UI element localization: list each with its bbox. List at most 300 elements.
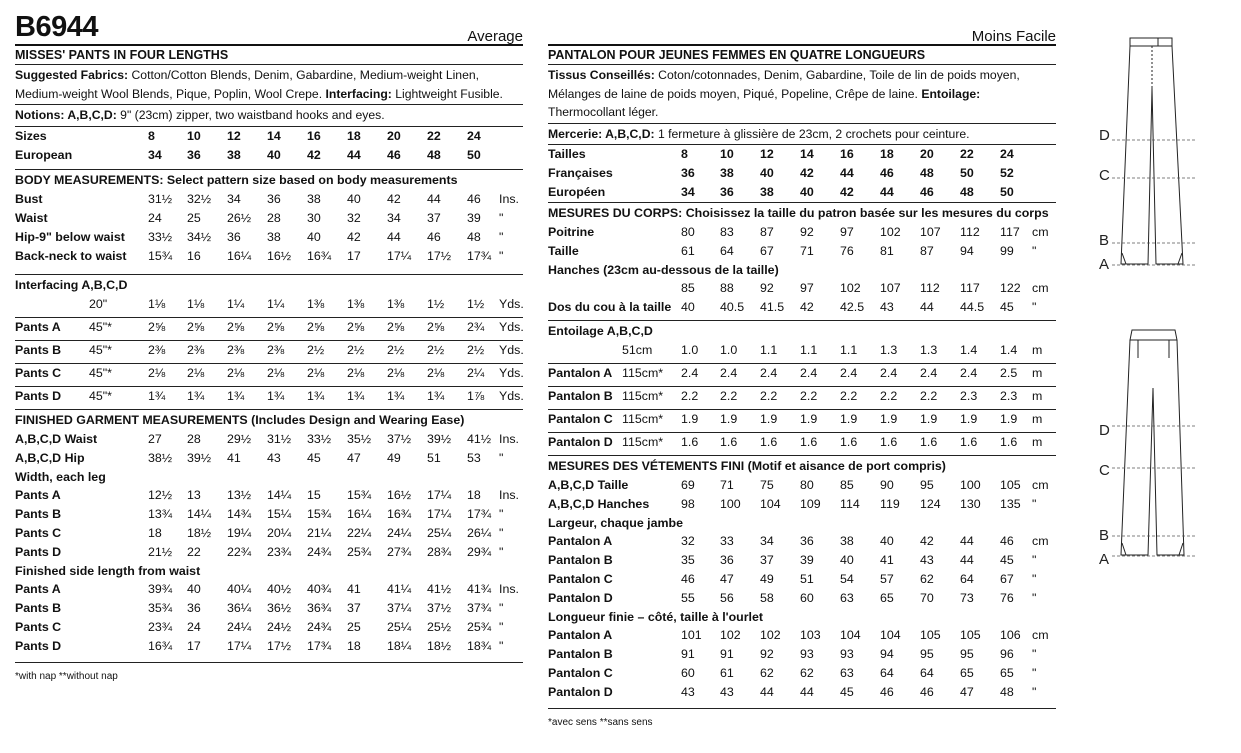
table-cell: 13½ — [227, 487, 252, 502]
row-label: Bust — [15, 191, 43, 206]
unit-label: m — [1032, 412, 1043, 426]
table-cell: 1⅜ — [307, 296, 325, 311]
table-cell: 38 — [720, 166, 734, 180]
table-cell: 25¾ — [467, 619, 492, 634]
table-cell: 35 — [681, 553, 695, 567]
table-cell: 1¾ — [307, 388, 325, 403]
table-cell: 15¾ — [307, 506, 332, 521]
table-cell: 38 — [760, 185, 774, 199]
table-row — [15, 618, 523, 637]
table-cell: 2.4 — [720, 366, 738, 380]
row-label: Pants D — [15, 388, 62, 403]
unit-label: cm — [1032, 478, 1049, 492]
table-row — [548, 387, 1056, 410]
table-cell: 22 — [427, 128, 441, 143]
table-cell: 14 — [800, 147, 814, 161]
table-cell: 44 — [960, 553, 974, 567]
table-cell: 48 — [467, 229, 481, 244]
table-cell: 1.0 — [720, 343, 738, 357]
row-label: Pantalon D — [548, 685, 613, 699]
table-cell: 36½ — [267, 600, 292, 615]
row-label: Back-neck to waist — [15, 248, 127, 263]
unit-label: " — [499, 210, 504, 225]
unit-label: Ins. — [499, 431, 519, 446]
table-cell: 39¾ — [148, 581, 173, 596]
fabric-width: 45"* — [89, 319, 113, 334]
finished-heading: FINISHED GARMENT MEASUREMENTS (Includes Design and Wearing Ease) — [15, 412, 465, 427]
table-row — [548, 626, 1056, 645]
table-cell: 36 — [187, 147, 201, 162]
table-cell: 34 — [681, 185, 695, 199]
row-label: A,B,C,D Hip — [15, 450, 85, 465]
table-cell: 16¾ — [148, 638, 173, 653]
table-cell: 1.3 — [880, 343, 898, 357]
table-cell: 31½ — [148, 191, 173, 206]
table-cell: 2⅝ — [427, 319, 445, 334]
table-cell: 101 — [681, 628, 702, 642]
table-row — [548, 341, 1056, 364]
table-cell: 34 — [387, 210, 401, 225]
table-cell: 28 — [187, 431, 201, 446]
table-row — [548, 364, 1056, 387]
unit-label: " — [1032, 647, 1037, 661]
table-cell: 33 — [720, 534, 734, 548]
length-table-fr — [548, 626, 1056, 702]
table-cell: 40 — [760, 166, 774, 180]
table-cell: 34 — [227, 191, 241, 206]
fabric-width: 51cm — [622, 343, 653, 357]
table-cell: 1⅜ — [387, 296, 405, 311]
table-cell: 37 — [760, 553, 774, 567]
table-cell: 1.0 — [681, 343, 699, 357]
suggested-fabrics-fr: Tissus Conseillés: Coton/cotonnades, Denim, Gabardine, Toile de lin de poids moyen, Mélanges de laine de poids moyen, Piqué, Popeline, Crêpe de laine. Entoilage: Thermocollant léger. — [548, 68, 1020, 119]
pattern-title-fr: PANTALON POUR JEUNES FEMMES EN QUATRE LONGUEURS — [548, 48, 926, 62]
table-cell: 15¼ — [267, 506, 292, 521]
table-row — [548, 589, 1056, 608]
table-cell: 24¼ — [227, 619, 252, 634]
table-cell: 44 — [800, 685, 814, 699]
sizes-table-fr — [548, 145, 1056, 202]
unit-label: cm — [1032, 628, 1049, 642]
table-cell: 41¼ — [387, 581, 412, 596]
table-cell: 49 — [387, 450, 401, 465]
front-marker-d: D — [1099, 127, 1110, 144]
table-cell: 2⅛ — [227, 365, 245, 380]
table-cell: 90 — [880, 478, 894, 492]
table-cell: 2¾ — [467, 319, 485, 334]
table-cell: 18 — [347, 128, 361, 143]
table-cell: 65 — [1000, 666, 1014, 680]
table-row — [15, 146, 523, 165]
row-label: Européen — [548, 185, 606, 199]
table-cell: 18½ — [187, 525, 212, 540]
unit-label: Yds. — [499, 365, 524, 380]
front-marker-b: B — [1099, 232, 1110, 249]
unit-label: " — [499, 506, 504, 521]
table-cell: 117 — [1000, 225, 1020, 239]
unit-label: Yds. — [499, 342, 524, 357]
table-cell: 2⅝ — [307, 319, 325, 334]
table-cell: 2⅝ — [267, 319, 285, 334]
table-cell: 48 — [427, 147, 441, 162]
table-cell: 40 — [880, 534, 894, 548]
table-cell: 58 — [760, 591, 774, 605]
table-row — [548, 242, 1056, 261]
table-cell: 1.9 — [760, 412, 778, 426]
table-cell: 122 — [1000, 281, 1021, 295]
table-cell: 1⅜ — [347, 296, 365, 311]
table-cell: 95 — [960, 647, 974, 661]
table-cell: 114 — [840, 497, 860, 511]
table-cell: 37 — [347, 600, 361, 615]
table-cell: 48 — [1000, 685, 1014, 699]
row-label: Pants D — [15, 638, 62, 653]
table-cell: 2.2 — [840, 389, 858, 403]
table-cell: 15¾ — [148, 248, 173, 263]
table-cell: 61 — [681, 244, 695, 258]
table-cell: 27¾ — [387, 544, 412, 559]
table-cell: 1¼ — [227, 296, 245, 311]
table-cell: 18 — [347, 638, 361, 653]
table-cell: 36¾ — [307, 600, 332, 615]
table-cell: 53 — [467, 450, 481, 465]
table-cell: 102 — [720, 628, 741, 642]
table-cell: 105 — [1000, 478, 1021, 492]
table-row — [15, 599, 523, 618]
table-cell: 1¾ — [347, 388, 365, 403]
table-cell: 39½ — [427, 431, 452, 446]
unit-label: " — [1032, 244, 1037, 258]
table-cell: 47 — [347, 450, 361, 465]
table-cell: 14¼ — [267, 487, 292, 502]
table-cell: 2⅜ — [267, 342, 285, 357]
table-cell: 2⅜ — [187, 342, 205, 357]
table-cell: 39½ — [187, 450, 212, 465]
unit-label: " — [499, 619, 504, 634]
table-cell: 62 — [920, 572, 934, 586]
table-cell: 42 — [800, 300, 814, 314]
row-label: Pants A — [15, 581, 61, 596]
back-marker-c: C — [1099, 462, 1110, 479]
table-cell: 2⅛ — [347, 365, 365, 380]
table-cell: 12 — [227, 128, 241, 143]
row-label: Pantalon A — [548, 628, 613, 642]
table-row — [548, 476, 1056, 495]
table-cell: 1¾ — [227, 388, 245, 403]
body-measurements-table-fr — [548, 223, 1056, 261]
table-row — [15, 127, 523, 146]
row-label: Pantalon B — [548, 553, 613, 567]
table-cell: 106 — [1000, 628, 1021, 642]
row-label: Pants A — [15, 487, 61, 502]
table-cell: 20 — [387, 128, 401, 143]
back-marker-b: B — [1099, 527, 1110, 544]
table-cell: 8 — [681, 147, 688, 161]
width-table — [15, 486, 523, 562]
width-table-fr — [548, 532, 1056, 608]
back-length-lines — [1112, 426, 1195, 556]
unit-label: " — [499, 600, 504, 615]
table-cell: 102 — [880, 225, 901, 239]
table-cell: 46 — [387, 147, 401, 162]
difficulty-level: Average — [467, 28, 523, 45]
table-cell: 36 — [267, 191, 281, 206]
table-cell: 37 — [427, 210, 441, 225]
table-row — [548, 279, 1056, 298]
row-label: Dos du cou à la taille — [548, 300, 672, 314]
unit-label: cm — [1032, 281, 1049, 295]
table-cell: 2⅛ — [267, 365, 285, 380]
table-cell: 8 — [148, 128, 155, 143]
table-cell: 17¾ — [307, 638, 332, 653]
table-cell: 124 — [920, 497, 941, 511]
fabric-width: 20" — [89, 296, 108, 311]
row-label: A,B,C,D Taille — [548, 478, 629, 492]
table-cell: 1.1 — [800, 343, 818, 357]
table-cell: 31½ — [267, 431, 292, 446]
row-label: Pantalon C — [548, 572, 613, 586]
table-cell: 112 — [920, 281, 940, 295]
table-cell: 54 — [840, 572, 854, 586]
fabric-width: 45"* — [89, 365, 113, 380]
table-cell: 61 — [720, 666, 734, 680]
table-cell: 1.3 — [920, 343, 938, 357]
table-cell: 24¾ — [307, 619, 332, 634]
table-cell: 1.9 — [1000, 412, 1018, 426]
table-cell: 1½ — [427, 296, 445, 311]
table-cell: 80 — [800, 478, 814, 492]
table-cell: 34½ — [187, 229, 212, 244]
table-cell: 36 — [227, 229, 241, 244]
table-cell: 40 — [800, 185, 814, 199]
table-cell: 24 — [187, 619, 201, 634]
table-cell: 1.6 — [720, 435, 738, 449]
table-cell: 1.9 — [720, 412, 738, 426]
row-label: Pants A — [15, 319, 61, 334]
finished-table-fr — [548, 476, 1056, 514]
table-cell: 18 — [467, 487, 481, 502]
table-cell: 17½ — [267, 638, 292, 653]
table-cell: 94 — [880, 647, 894, 661]
unit-label: m — [1032, 343, 1043, 357]
table-cell: 2.2 — [880, 389, 898, 403]
table-row — [548, 183, 1056, 202]
table-row — [548, 164, 1056, 183]
row-label: Pantalon C — [548, 412, 613, 426]
table-cell: 41 — [880, 553, 894, 567]
pants-back-view — [1121, 330, 1184, 555]
table-cell: 41½ — [427, 581, 452, 596]
table-cell: 40 — [267, 147, 281, 162]
table-cell: 2.4 — [920, 366, 938, 380]
table-cell: 45 — [1000, 300, 1014, 314]
unit-label: cm — [1032, 534, 1049, 548]
table-cell: 81 — [880, 244, 894, 258]
table-row — [548, 645, 1056, 664]
row-label: Pantalon D — [548, 591, 613, 605]
table-cell: 112 — [960, 225, 980, 239]
table-cell: 14¼ — [187, 506, 212, 521]
table-cell: 2⅝ — [347, 319, 365, 334]
table-cell: 92 — [760, 281, 774, 295]
table-cell: 2⅝ — [187, 319, 205, 334]
table-cell: 1.6 — [840, 435, 858, 449]
table-cell: 1¾ — [387, 388, 405, 403]
table-cell: 39 — [800, 553, 814, 567]
table-cell: 16 — [187, 248, 201, 263]
table-cell: 2½ — [387, 342, 405, 357]
table-cell: 10 — [720, 147, 734, 161]
row-label: Tailles — [548, 147, 586, 161]
table-cell: 105 — [920, 628, 941, 642]
pants-front-view — [1121, 38, 1183, 264]
table-cell: 85 — [681, 281, 695, 295]
table-cell: 16¼ — [347, 506, 372, 521]
table-cell: 2.4 — [960, 366, 978, 380]
table-cell: 21½ — [148, 544, 173, 559]
table-cell: 10 — [187, 128, 201, 143]
table-row — [15, 190, 523, 209]
table-cell: 83 — [720, 225, 734, 239]
width-heading-fr: Largeur, chaque jambe — [548, 516, 683, 530]
table-cell: 36¼ — [227, 600, 252, 615]
table-cell: 24 — [1000, 147, 1014, 161]
body-measurements-heading: BODY MEASUREMENTS: Select pattern size based on body measurements — [15, 172, 458, 187]
table-cell: 12½ — [148, 487, 173, 502]
table-cell: 1.9 — [800, 412, 818, 426]
table-cell: 80 — [681, 225, 695, 239]
table-cell: 2⅜ — [148, 342, 166, 357]
table-cell: 17¾ — [467, 248, 492, 263]
table-cell: 38 — [307, 191, 321, 206]
table-cell: 46 — [920, 185, 934, 199]
unit-label: " — [1032, 553, 1037, 567]
table-cell: 19¼ — [227, 525, 252, 540]
table-cell: 14¾ — [227, 506, 252, 521]
table-cell: 16½ — [387, 487, 412, 502]
row-label: Taille — [548, 244, 579, 258]
table-cell: 2.2 — [920, 389, 938, 403]
table-cell: 46 — [1000, 534, 1014, 548]
table-cell: 1.6 — [1000, 435, 1018, 449]
row-label: Pants C — [15, 619, 62, 634]
table-cell: 102 — [760, 628, 781, 642]
table-cell: 22 — [960, 147, 974, 161]
table-row — [548, 433, 1056, 456]
back-marker-d: D — [1099, 422, 1110, 439]
table-cell: 40 — [347, 191, 361, 206]
table-cell: 17½ — [427, 248, 452, 263]
table-cell: 13¾ — [148, 506, 173, 521]
row-label: Waist — [15, 210, 48, 225]
unit-label: Ins. — [499, 191, 519, 206]
table-cell: 2⅛ — [387, 365, 405, 380]
row-label: Pantalon D — [548, 435, 613, 449]
table-cell: 34 — [148, 147, 162, 162]
table-cell: 45 — [840, 685, 854, 699]
table-cell: 17 — [347, 248, 361, 263]
table-cell: 92 — [760, 647, 774, 661]
table-cell: 40.5 — [720, 300, 745, 314]
table-cell: 1.4 — [960, 343, 978, 357]
table-cell: 25¾ — [347, 544, 372, 559]
finished-table — [15, 430, 523, 468]
unit-label: " — [1032, 591, 1037, 605]
table-cell: 2.4 — [800, 366, 818, 380]
table-cell: 38½ — [148, 450, 173, 465]
table-cell: 24¾ — [307, 544, 332, 559]
table-cell: 17¼ — [427, 506, 452, 521]
table-cell: 33½ — [148, 229, 173, 244]
table-row — [548, 683, 1056, 702]
table-cell: 18¼ — [387, 638, 412, 653]
table-cell: 44 — [387, 229, 401, 244]
table-cell: 75 — [760, 478, 774, 492]
table-cell: 1.9 — [681, 412, 699, 426]
unit-label: " — [499, 450, 504, 465]
table-row — [15, 486, 523, 505]
table-cell: 95 — [920, 647, 934, 661]
pants-technical-drawing — [1090, 28, 1240, 588]
table-cell: 104 — [840, 628, 861, 642]
length-heading: Finished side length from waist — [15, 563, 201, 578]
table-cell: 135 — [1000, 497, 1021, 511]
table-cell: 37¾ — [467, 600, 492, 615]
table-cell: 1.9 — [880, 412, 898, 426]
notions-fr: Mercerie: A,B,C,D: 1 fermeture à glissière de 23cm, 2 crochets pour ceinture. — [548, 126, 970, 141]
table-cell: 16¾ — [387, 506, 412, 521]
table-cell: 2⅛ — [307, 365, 325, 380]
table-cell: 43 — [880, 300, 894, 314]
table-row — [15, 341, 523, 364]
table-cell: 25 — [187, 210, 201, 225]
table-cell: 104 — [880, 628, 901, 642]
row-label: Françaises — [548, 166, 613, 180]
table-cell: 46 — [920, 685, 934, 699]
table-cell: 76 — [1000, 591, 1014, 605]
table-cell: 42 — [920, 534, 934, 548]
table-row — [15, 387, 523, 410]
table-cell: 1¾ — [187, 388, 205, 403]
table-cell: 62 — [800, 666, 814, 680]
table-cell: 32½ — [187, 191, 212, 206]
table-cell: 2⅝ — [387, 319, 405, 334]
table-cell: 42 — [387, 191, 401, 206]
table-cell: 88 — [720, 281, 734, 295]
table-cell: 2⅝ — [148, 319, 166, 334]
table-cell: 38 — [227, 147, 241, 162]
table-cell: 44 — [960, 534, 974, 548]
table-cell: 62 — [760, 666, 774, 680]
table-cell: 42 — [307, 147, 321, 162]
unit-label: Ins. — [499, 581, 519, 596]
table-cell: 64 — [880, 666, 894, 680]
table-cell: 37½ — [427, 600, 452, 615]
table-cell: 99 — [1000, 244, 1014, 258]
hip-heading-fr: Hanches (23cm au-dessous de la taille) — [548, 263, 779, 277]
table-cell: 44 — [347, 147, 361, 162]
table-cell: 85 — [840, 478, 854, 492]
table-row — [15, 295, 523, 318]
table-cell: 93 — [800, 647, 814, 661]
table-cell: 1.6 — [920, 435, 938, 449]
unit-label: cm — [1032, 225, 1049, 239]
table-cell: 71 — [800, 244, 814, 258]
table-cell: 17¼ — [387, 248, 412, 263]
table-cell: 46 — [427, 229, 441, 244]
table-cell: 63 — [840, 666, 854, 680]
table-cell: 24 — [148, 210, 162, 225]
